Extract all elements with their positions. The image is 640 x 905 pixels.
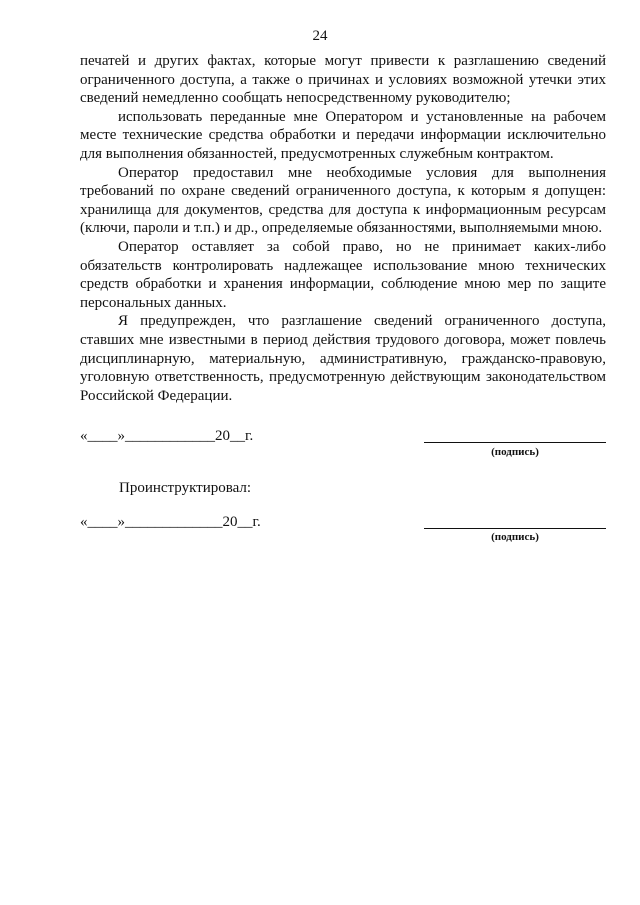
date-field-instructor: «____»_____________20__г. <box>80 514 261 530</box>
signature-line-employee <box>424 442 606 443</box>
paragraph-continuation: печатей и других фактах, которые могут привести к разглашению сведений ограниченного доступа, а также о причинах и условиях возможной утечки этих сведений немедленно сообщать непосредственному руководителю; <box>80 53 606 107</box>
paragraph-operator-rights: Оператор оставляет за собой право, но не принимает каких-либо обязательств контролировать надлежащее использование мною технических средств обработки и хранения информации, соблюдение мною мер по защите персональных данных. <box>80 238 606 311</box>
signature-caption-instructor: (подпись) <box>491 531 539 543</box>
date-field-employee: «____»____________20__г. <box>80 428 254 444</box>
paragraph-operator-provided: Оператор предоставил мне необходимые условия для выполнения требований по охране сведений ограниченного доступа, к которым я допущен: хранилища для документов, средства для доступа к информационным ресурсам (ключи, пароли и т.п.) и др., определяемые обязанностями, выполняемыми мною. <box>80 164 606 237</box>
signature-line-instructor <box>424 528 606 529</box>
page-number: 24 <box>312 28 328 44</box>
body-text <box>80 52 606 405</box>
instructed-by-label: Проинструктировал: <box>119 480 252 496</box>
paragraph-warning: Я предупрежден, что разглашение сведений ограниченного доступа, ставших мне известными в период действия трудового договора, может повлечь дисциплинарную, материальную, административную, гражданско-правовую, уголовную ответственность, предусмотренную действующим законодательством Российской Федерации. <box>80 313 606 404</box>
paragraph-use-equipment: использовать переданные мне Оператором и установленные на рабочем месте технические средства обработки и передачи информации исключительно для выполнения обязанностей, предусмотренных служебным контрактом. <box>80 108 606 162</box>
signature-caption-employee: (подпись) <box>491 446 539 458</box>
